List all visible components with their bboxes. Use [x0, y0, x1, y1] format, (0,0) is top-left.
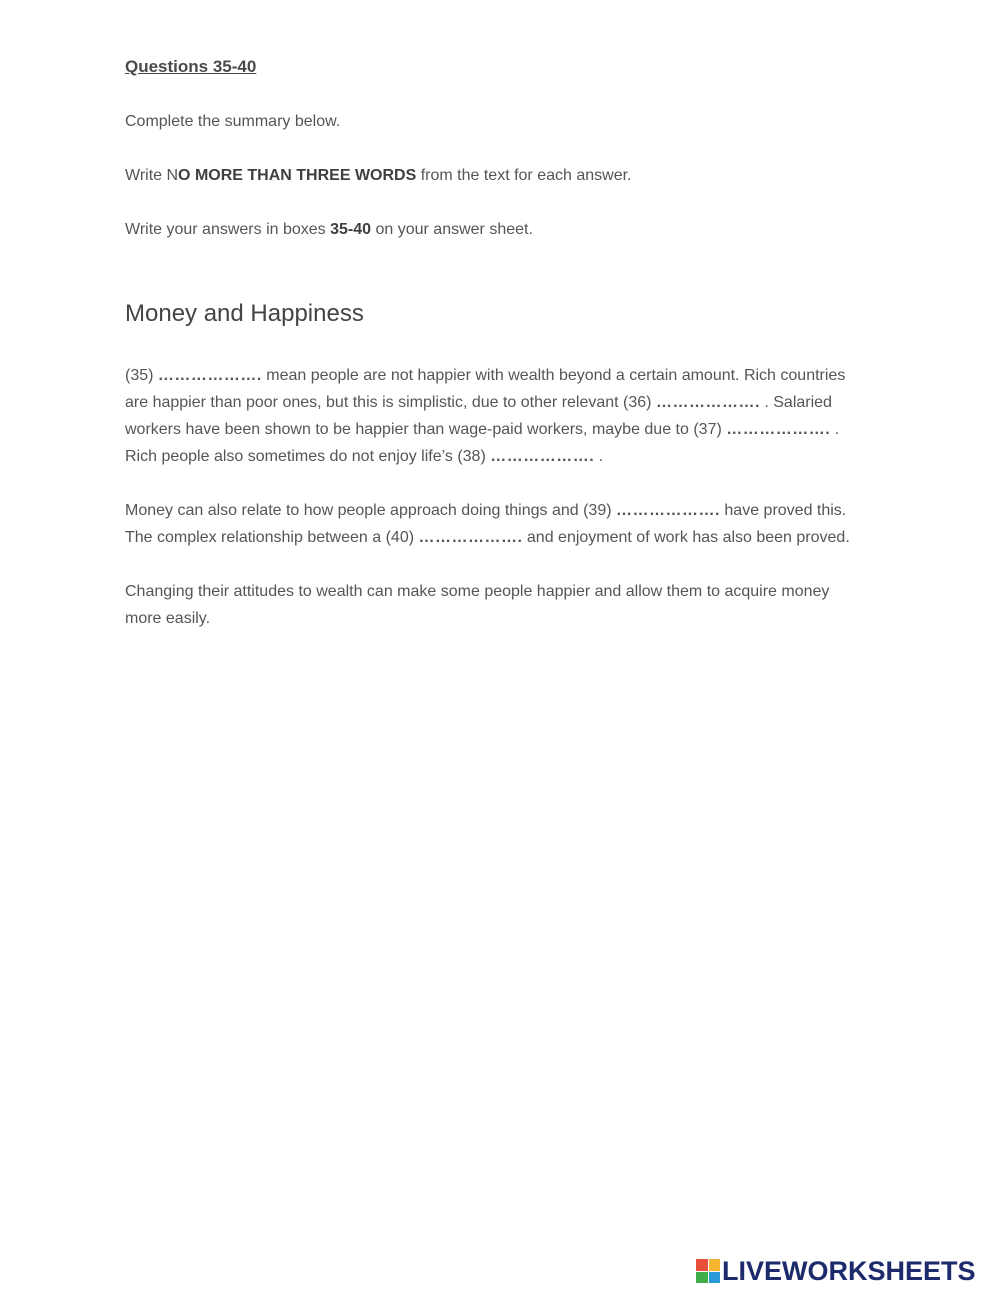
paragraph-text: . Salaried workers have been shown to be happier than wage-paid workers, maybe due to (37)	[125, 394, 832, 438]
instruction-bold: O MORE THAN THREE WORDS	[178, 167, 417, 184]
summary-paragraph-2	[125, 497, 870, 551]
instruction-text: on your answer sheet.	[371, 221, 533, 238]
logo-square	[696, 1272, 708, 1284]
summary-paragraph-3: Changing their attitudes to wealth can make some people happier and allow them to acquire money more easily.	[125, 583, 830, 627]
paragraph-text: Money can also relate to how people approach doing things and (39)	[125, 502, 616, 519]
question-number-35: (35)	[125, 367, 158, 384]
liveworksheets-logo	[696, 1256, 976, 1286]
answer-blank-37[interactable]: ……………….	[726, 421, 831, 438]
instruction-text: Write your answers in boxes	[125, 221, 331, 238]
logo-square	[709, 1272, 721, 1284]
instruction-text: Write N	[125, 167, 179, 184]
paragraph-text: mean people are not happier with wealth beyond a certain amount. Rich countries are happier than poor ones, but this is simplistic, due to other relevant (36)	[125, 367, 846, 411]
answer-blank-36[interactable]: ……………….	[655, 394, 760, 411]
answer-blank-35[interactable]: ……………….	[157, 367, 262, 384]
answer-blank-38[interactable]: ……………….	[490, 448, 595, 465]
paragraph-text: have proved this. The complex relationship between a (40)	[125, 502, 847, 546]
answer-blank-39[interactable]: ……………….	[616, 502, 720, 519]
instruction-complete: Complete the summary below.	[125, 113, 341, 130]
paragraph-text: . Rich people also sometimes do not enjoy life’s (38)	[125, 421, 840, 465]
questions-heading: Questions 35-40	[125, 57, 257, 76]
logo-text: LIVEWORKSHEETS	[722, 1255, 976, 1286]
answer-blank-40[interactable]: ……………….	[418, 529, 523, 546]
logo-square	[696, 1259, 708, 1271]
summary-title: Money and Happiness	[125, 300, 364, 327]
summary-paragraph-1	[125, 362, 870, 470]
instruction-bold: 35-40	[330, 221, 372, 238]
instruction-answer-boxes	[125, 221, 533, 239]
instruction-text: from the text for each answer.	[416, 167, 632, 184]
paragraph-text: and enjoyment of work has also been proved.	[522, 529, 850, 546]
logo-square	[709, 1259, 721, 1271]
logo-icon	[696, 1259, 720, 1283]
instruction-word-limit	[125, 167, 631, 185]
paragraph-text: .	[594, 448, 604, 465]
